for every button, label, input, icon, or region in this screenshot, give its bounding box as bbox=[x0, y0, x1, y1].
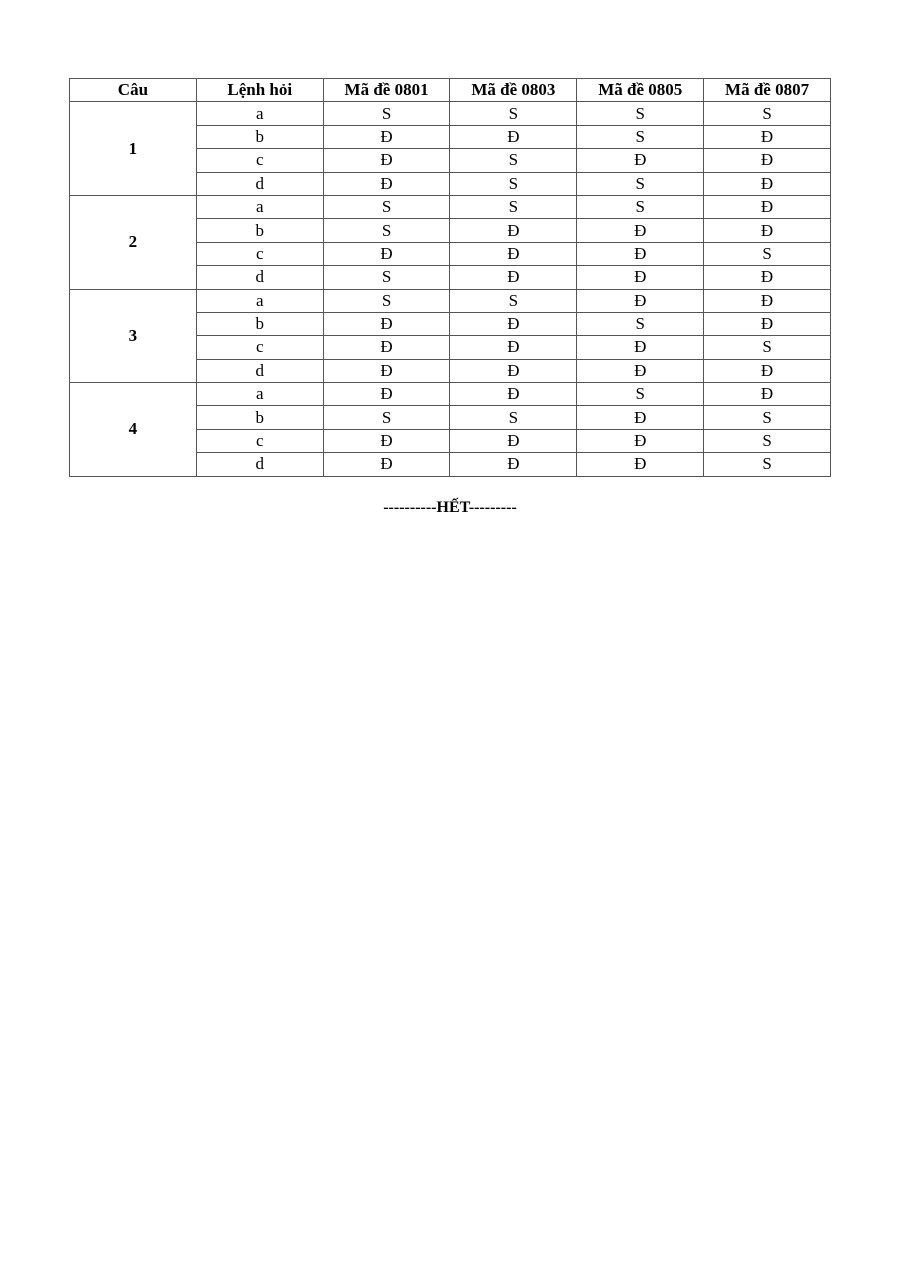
header-ma-de-0801: Mã đề 0801 bbox=[323, 79, 450, 102]
sub-question-cell: d bbox=[196, 359, 323, 382]
answer-cell: Đ bbox=[323, 172, 450, 195]
sub-question-cell: b bbox=[196, 125, 323, 148]
answer-cell: Đ bbox=[323, 453, 450, 476]
answer-cell: S bbox=[704, 102, 831, 125]
answer-cell: Đ bbox=[577, 242, 704, 265]
answer-cell: S bbox=[704, 406, 831, 429]
question-number-cell: 2 bbox=[70, 195, 197, 289]
answer-cell: Đ bbox=[323, 312, 450, 335]
table-row bbox=[70, 102, 831, 125]
answer-cell: S bbox=[450, 406, 577, 429]
answer-cell: Đ bbox=[704, 125, 831, 148]
header-ma-de-0803: Mã đề 0803 bbox=[450, 79, 577, 102]
table-row bbox=[70, 289, 831, 312]
header-cau: Câu bbox=[70, 79, 197, 102]
answer-cell: S bbox=[450, 102, 577, 125]
answer-cell: Đ bbox=[577, 219, 704, 242]
answer-cell: S bbox=[577, 195, 704, 218]
table-header-row bbox=[70, 79, 831, 102]
sub-question-cell: c bbox=[196, 242, 323, 265]
sub-question-cell: a bbox=[196, 289, 323, 312]
answer-cell: S bbox=[577, 383, 704, 406]
answer-cell: Đ bbox=[323, 429, 450, 452]
answer-cell: S bbox=[704, 242, 831, 265]
answer-cell: Đ bbox=[323, 125, 450, 148]
answer-cell: Đ bbox=[450, 242, 577, 265]
table-row bbox=[70, 195, 831, 218]
answer-cell: S bbox=[577, 172, 704, 195]
answer-cell: Đ bbox=[450, 266, 577, 289]
answer-key-table bbox=[69, 78, 831, 477]
answer-cell: Đ bbox=[704, 195, 831, 218]
sub-question-cell: b bbox=[196, 406, 323, 429]
answer-cell: Đ bbox=[323, 359, 450, 382]
answer-cell: Đ bbox=[450, 219, 577, 242]
answer-cell: S bbox=[323, 219, 450, 242]
answer-cell: Đ bbox=[577, 429, 704, 452]
answer-cell: Đ bbox=[577, 149, 704, 172]
answer-cell: Đ bbox=[704, 149, 831, 172]
answer-cell: Đ bbox=[323, 149, 450, 172]
answer-cell: Đ bbox=[450, 383, 577, 406]
answer-cell: Đ bbox=[577, 406, 704, 429]
header-ma-de-0807: Mã đề 0807 bbox=[704, 79, 831, 102]
header-lenh-hoi: Lệnh hỏi bbox=[196, 79, 323, 102]
question-number-cell: 4 bbox=[70, 383, 197, 477]
answer-cell: Đ bbox=[450, 125, 577, 148]
sub-question-cell: a bbox=[196, 195, 323, 218]
sub-question-cell: d bbox=[196, 266, 323, 289]
answer-cell: Đ bbox=[323, 336, 450, 359]
answer-cell: S bbox=[450, 289, 577, 312]
answer-cell: Đ bbox=[704, 289, 831, 312]
sub-question-cell: a bbox=[196, 102, 323, 125]
answer-cell: S bbox=[704, 453, 831, 476]
answer-cell: Đ bbox=[704, 359, 831, 382]
answer-cell: S bbox=[323, 289, 450, 312]
sub-question-cell: a bbox=[196, 383, 323, 406]
answer-cell: S bbox=[323, 406, 450, 429]
answer-cell: Đ bbox=[450, 359, 577, 382]
answer-cell: S bbox=[704, 429, 831, 452]
answer-cell: S bbox=[577, 125, 704, 148]
answer-cell: S bbox=[450, 149, 577, 172]
answer-cell: S bbox=[577, 102, 704, 125]
sub-question-cell: c bbox=[196, 149, 323, 172]
answer-cell: Đ bbox=[704, 312, 831, 335]
sub-question-cell: c bbox=[196, 336, 323, 359]
sub-question-cell: b bbox=[196, 219, 323, 242]
answer-cell: S bbox=[450, 195, 577, 218]
end-marker: ----------HẾT--------- bbox=[383, 499, 517, 516]
answer-cell: Đ bbox=[704, 219, 831, 242]
answer-cell: Đ bbox=[450, 336, 577, 359]
sub-question-cell: c bbox=[196, 429, 323, 452]
answer-cell: Đ bbox=[704, 383, 831, 406]
answer-cell: S bbox=[450, 172, 577, 195]
answer-cell: Đ bbox=[577, 336, 704, 359]
answer-cell: Đ bbox=[450, 453, 577, 476]
answer-cell: Đ bbox=[577, 266, 704, 289]
answer-cell: S bbox=[577, 312, 704, 335]
answer-cell: S bbox=[323, 102, 450, 125]
table-body bbox=[70, 102, 831, 476]
answer-cell: Đ bbox=[450, 429, 577, 452]
sub-question-cell: d bbox=[196, 453, 323, 476]
question-number-cell: 3 bbox=[70, 289, 197, 383]
answer-cell: Đ bbox=[323, 242, 450, 265]
answer-cell: Đ bbox=[450, 312, 577, 335]
answer-cell: Đ bbox=[323, 383, 450, 406]
answer-cell: Đ bbox=[704, 266, 831, 289]
question-number-cell: 1 bbox=[70, 102, 197, 196]
table-row bbox=[70, 383, 831, 406]
answer-cell: Đ bbox=[577, 289, 704, 312]
sub-question-cell: b bbox=[196, 312, 323, 335]
answer-cell: S bbox=[323, 195, 450, 218]
answer-cell: Đ bbox=[577, 359, 704, 382]
answer-cell: S bbox=[323, 266, 450, 289]
header-ma-de-0805: Mã đề 0805 bbox=[577, 79, 704, 102]
sub-question-cell: d bbox=[196, 172, 323, 195]
answer-cell: Đ bbox=[577, 453, 704, 476]
answer-cell: Đ bbox=[704, 172, 831, 195]
answer-cell: S bbox=[704, 336, 831, 359]
